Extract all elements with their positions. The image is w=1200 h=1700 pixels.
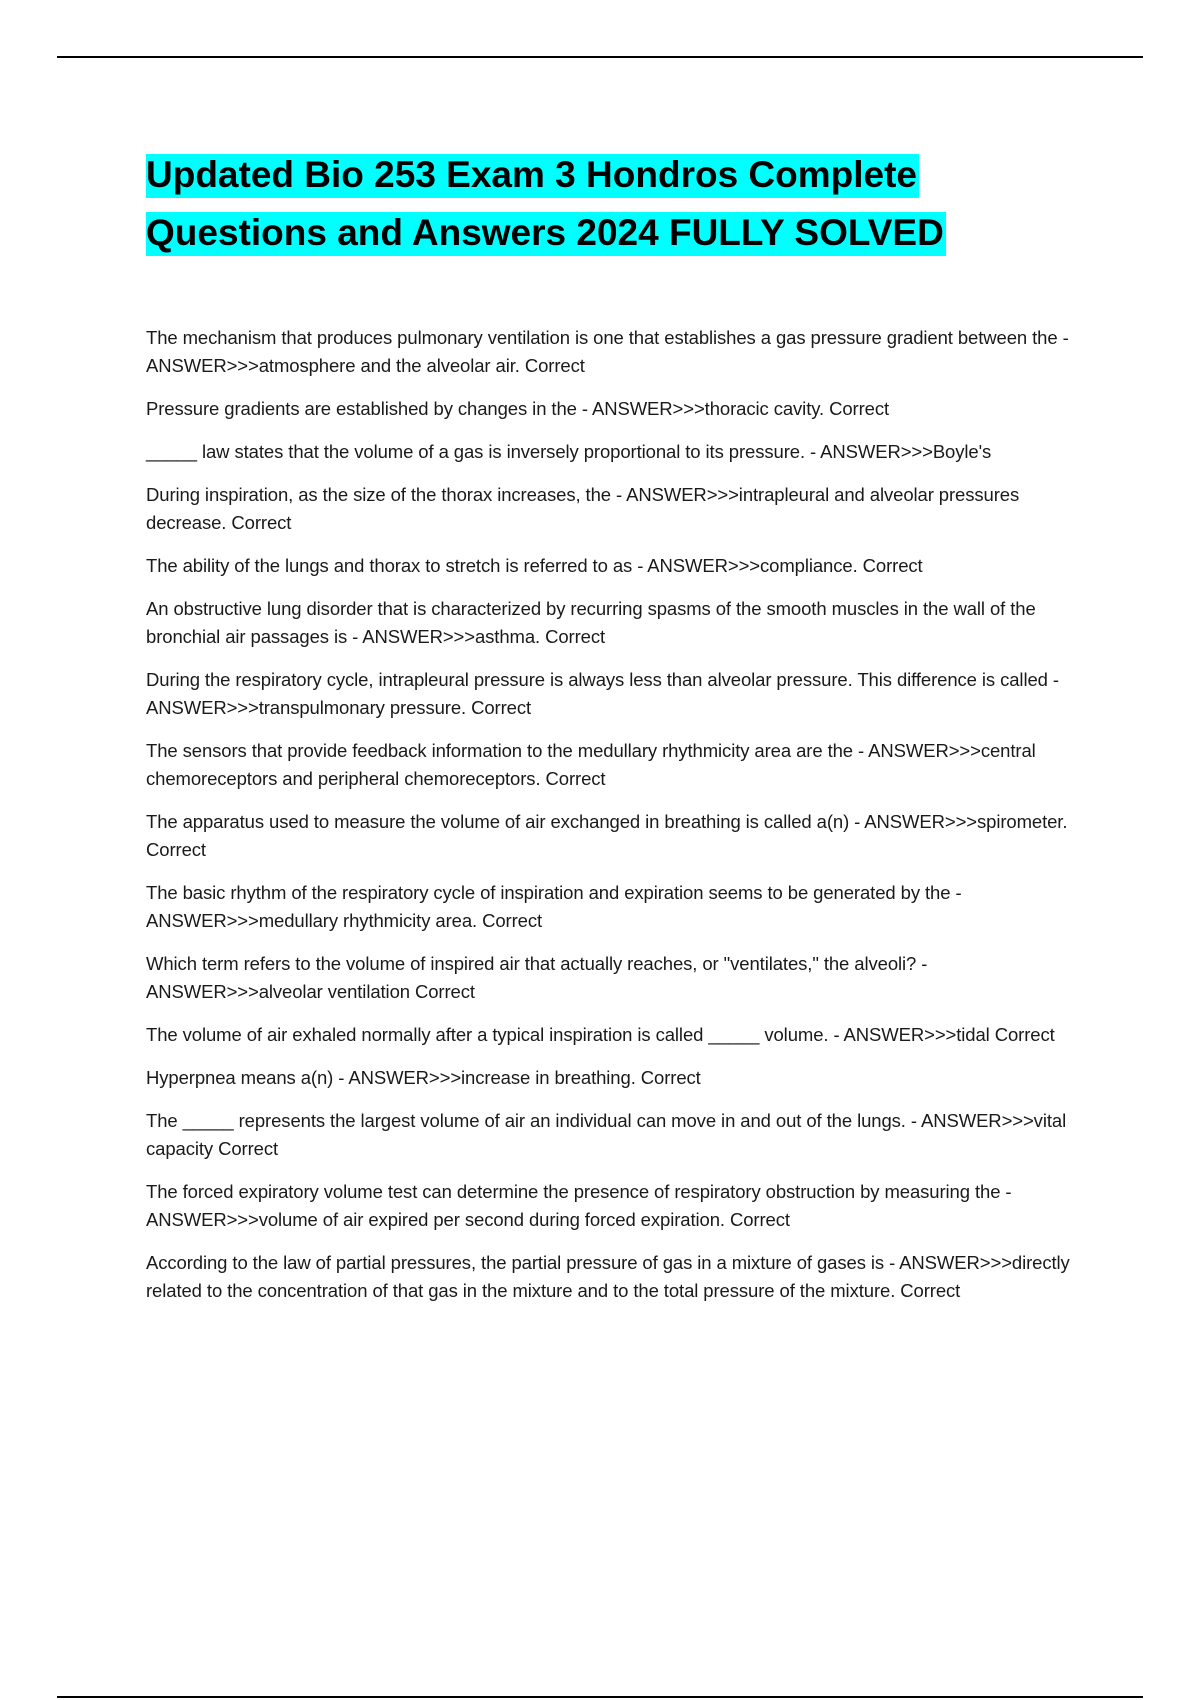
qa-item: Hyperpnea means a(n) - ANSWER>>>increase in breathing. Correct [146,1067,701,1088]
top-rule [57,56,1143,58]
title-highlight: Updated Bio 253 Exam 3 Hondros Complete Questions and Answers 2024 FULLY SOLVED [146,154,946,256]
qa-item: Pressure gradients are established by changes in the - ANSWER>>>thoracic cavity. Correct [146,398,890,419]
qa-item: An obstructive lung disorder that is characterized by recurring spasms of the smooth muscles in the wall of the bronchial air passages is - ANSWER>>>asthma. Correct [146,598,1036,647]
qa-item: The apparatus used to measure the volume of air exchanged in breathing is called a(n) - ANSWER>>>spirometer. Correct [146,811,1068,860]
qa-item: The mechanism that produces pulmonary ventilation is one that establishes a gas pressure gradient between the - ANSWER>>>atmosphere and the alveolar air. Correct [146,327,1069,376]
document-title [146,146,1086,262]
document-body [146,146,1086,1320]
bottom-rule [57,1696,1143,1698]
qa-item: The _____ represents the largest volume of air an individual can move in and out of the lungs. - ANSWER>>>vital capacity Correct [146,1110,1067,1159]
qa-item: _____ law states that the volume of a gas is inversely proportional to its pressure. - ANSWER>>>Boyle's [146,441,992,462]
qa-item: During the respiratory cycle, intrapleural pressure is always less than alveolar pressure. This difference is called - ANSWER>>>transpulmonary pressure. Correct [146,669,1059,718]
qa-item: The forced expiratory volume test can determine the presence of respiratory obstruction by measuring the - ANSWER>>>volume of air expired per second during forced expiration. Correct [146,1181,1012,1230]
qa-item: The volume of air exhaled normally after a typical inspiration is called _____ volume. - ANSWER>>>tidal Correct [146,1024,1055,1045]
qa-item: During inspiration, as the size of the thorax increases, the - ANSWER>>>intrapleural and alveolar pressures decrease. Correct [146,484,1020,533]
qa-item: Which term refers to the volume of inspired air that actually reaches, or "ventilates," the alveoli? - ANSWER>>>alveolar ventilation Correct [146,953,928,1002]
qa-item: The basic rhythm of the respiratory cycle of inspiration and expiration seems to be generated by the - ANSWER>>>medullary rhythmicity area. Correct [146,882,962,931]
qa-list [146,324,1086,1305]
qa-item: According to the law of partial pressures, the partial pressure of gas in a mixture of gases is - ANSWER>>>directly related to the concentration of that gas in the mixture and to the total pressure of the mixture. Correct [146,1252,1070,1301]
qa-item: The sensors that provide feedback information to the medullary rhythmicity area are the - ANSWER>>>central chemoreceptors and peripheral chemoreceptors. Correct [146,740,1036,789]
qa-item: The ability of the lungs and thorax to stretch is referred to as - ANSWER>>>compliance. Correct [146,555,923,576]
